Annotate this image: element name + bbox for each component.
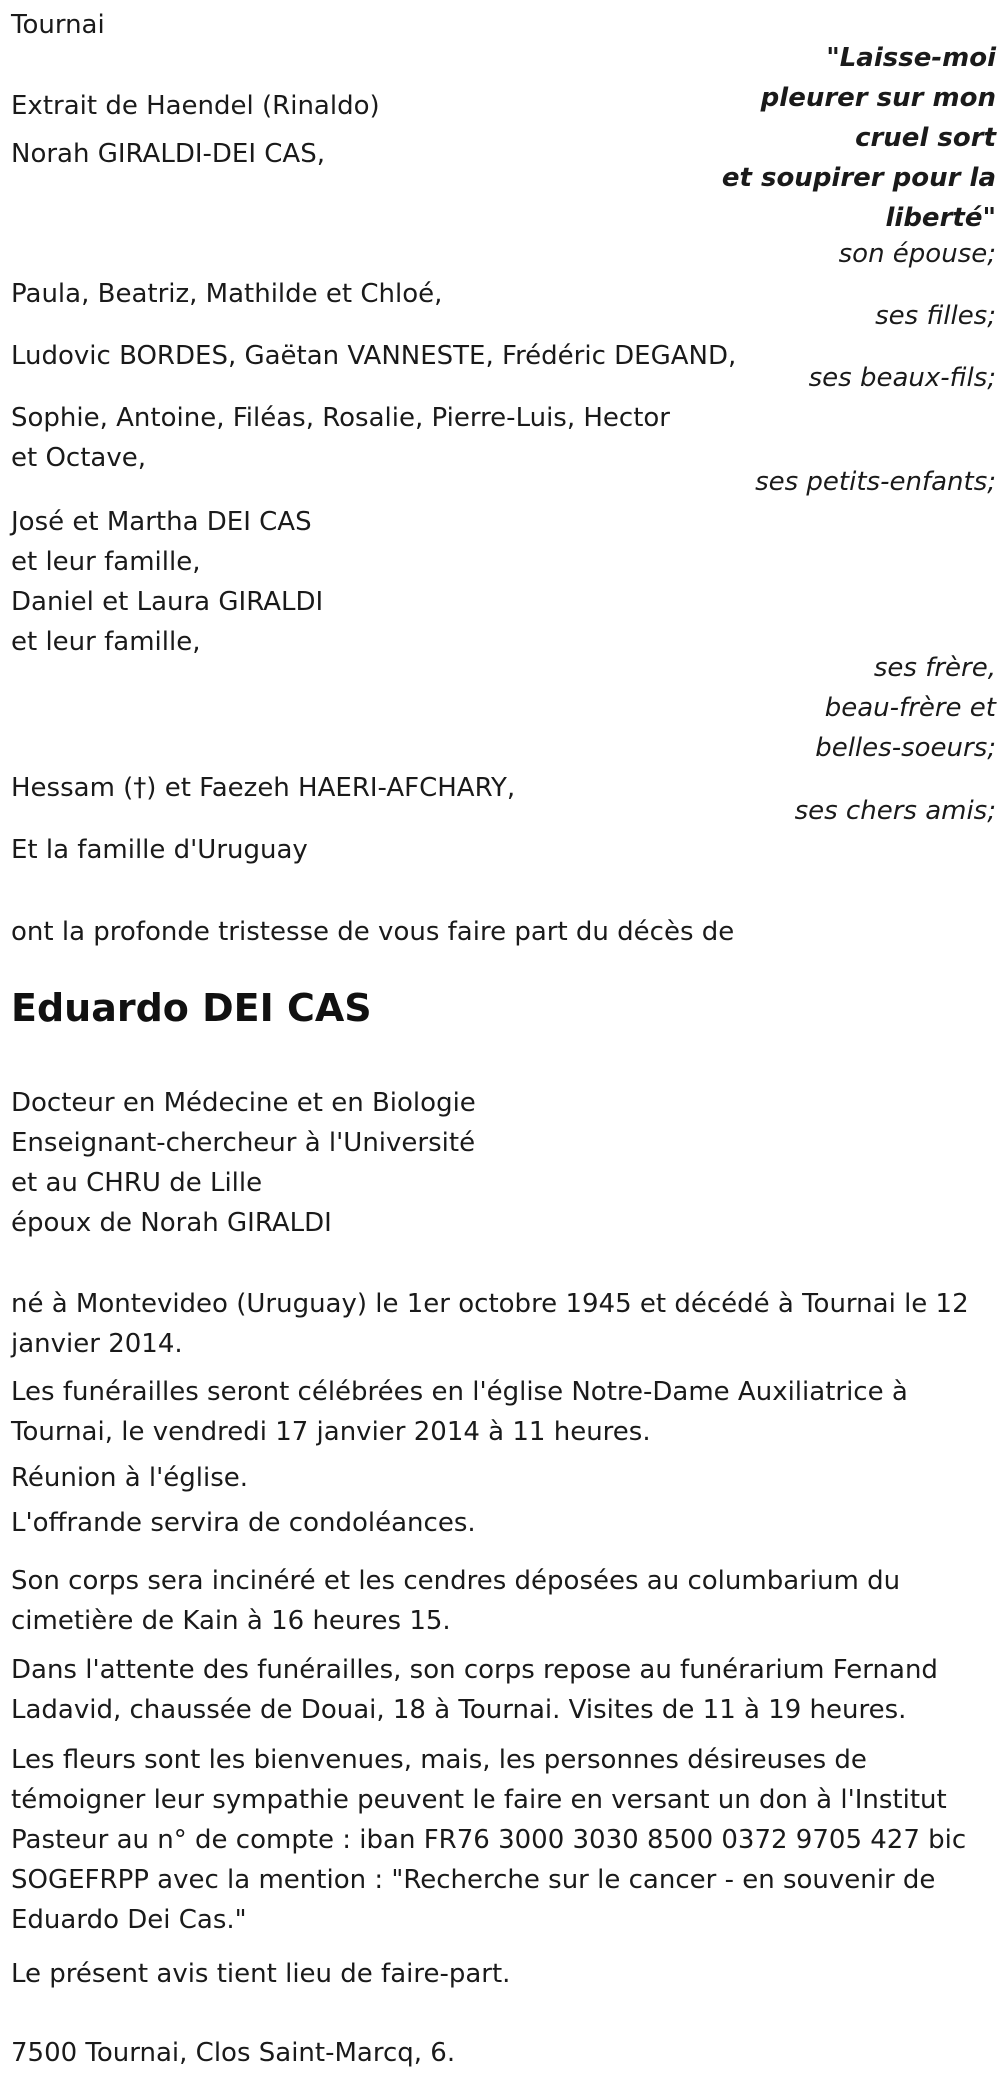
- title-line: époux de Norah GIRALDI: [11, 1208, 332, 1238]
- family-names-grandchildren: [11, 398, 711, 478]
- relation-line: beau-frère et: [824, 693, 996, 723]
- family-names-daughters: Paula, Beatriz, Mathilde et Chloé,: [11, 279, 443, 309]
- family-names-friends: Hessam (†) et Faezeh HAERI-AFCHARY,: [11, 773, 516, 803]
- cremation-paragraph: Son corps sera incinéré et les cendres déposées au columbarium du cimetière de Kain à 16 heures 15.: [11, 1566, 901, 1636]
- relation-line: belles-soeurs;: [815, 733, 996, 763]
- family-names-spouse: Norah GIRALDI-DEI CAS,: [11, 139, 325, 169]
- family-names-uruguay: Et la famille d'Uruguay: [11, 835, 308, 865]
- title-line: Enseignant-chercheur à l'Université: [11, 1128, 476, 1158]
- quote-line: pleurer sur mon: [760, 83, 996, 113]
- quote-line: cruel sort: [855, 123, 996, 153]
- notice-paragraph: Le présent avis tient lieu de faire-part.: [11, 1959, 511, 1989]
- announcement-text: ont la profonde tristesse de vous faire part du décès de: [11, 917, 735, 947]
- funerarium-paragraph: Dans l'attente des funérailles, son corps repose au funérarium Fernand Ladavid, chaussée de Douai, 18 à Tournai. Visites de 11 à 19 heures.: [11, 1655, 938, 1725]
- church-meeting-paragraph: Réunion à l'église.: [11, 1463, 249, 1493]
- family-names-sons-in-law: Ludovic BORDES, Gaëtan VANNESTE, Frédéric DEGAND,: [11, 341, 737, 371]
- music-extract: Extrait de Haendel (Rinaldo): [11, 91, 380, 121]
- name-line: José et Martha DEI CAS: [11, 507, 312, 537]
- name-line: Daniel et Laura GIRALDI: [11, 587, 324, 617]
- name-line: Sophie, Antoine, Filéas, Rosalie, Pierre-Luis, Hector: [11, 403, 671, 433]
- name-line: et leur famille,: [11, 547, 201, 577]
- offering-paragraph: L'offrande servira de condoléances.: [11, 1508, 476, 1538]
- address-line: 7500 Tournai, Clos Saint-Marcq, 6.: [11, 2038, 456, 2068]
- quote-line: "Laisse-moi: [826, 43, 996, 73]
- family-names-siblings: [11, 502, 511, 662]
- quote-line: et soupirer pour la: [721, 163, 996, 193]
- quote-line: liberté": [885, 203, 996, 233]
- relation-daughters: ses filles;: [875, 301, 996, 331]
- title-line: Docteur en Médecine et en Biologie: [11, 1088, 476, 1118]
- relation-line: ses frère,: [873, 653, 996, 683]
- relation-grandchildren: ses petits-enfants;: [755, 467, 996, 497]
- birth-death-paragraph: né à Montevideo (Uruguay) le 1er octobre 1945 et décédé à Tournai le 12 janvier 2014.: [11, 1289, 969, 1359]
- flowers-donation-paragraph: Les fleurs sont les bienvenues, mais, les personnes désireuses de témoigner leur sympathie peuvent le faire en versant un don à l'Institut Pasteur au n° de compte : iban FR76 3000 3030 8500 0372 9705 427 bic SOGEFRPP avec la mention : "Recherche sur le cancer - en souvenir de Eduardo Dei Cas.": [11, 1745, 967, 1935]
- deceased-titles: [11, 1083, 981, 1243]
- title-line: et au CHRU de Lille: [11, 1168, 263, 1198]
- deceased-name: Eduardo DEI CAS: [11, 986, 372, 1030]
- relation-spouse: son épouse;: [838, 239, 996, 269]
- funeral-paragraph: Les funérailles seront célébrées en l'église Notre-Dame Auxiliatrice à Tournai, le vendredi 17 janvier 2014 à 11 heures.: [11, 1377, 908, 1447]
- city-heading: Tournai: [11, 10, 105, 40]
- relation-siblings: [746, 648, 996, 768]
- name-line: et Octave,: [11, 443, 146, 473]
- relation-sons-in-law: ses beaux-fils;: [808, 363, 996, 393]
- relation-friends: ses chers amis;: [794, 796, 996, 826]
- name-line: et leur famille,: [11, 627, 201, 657]
